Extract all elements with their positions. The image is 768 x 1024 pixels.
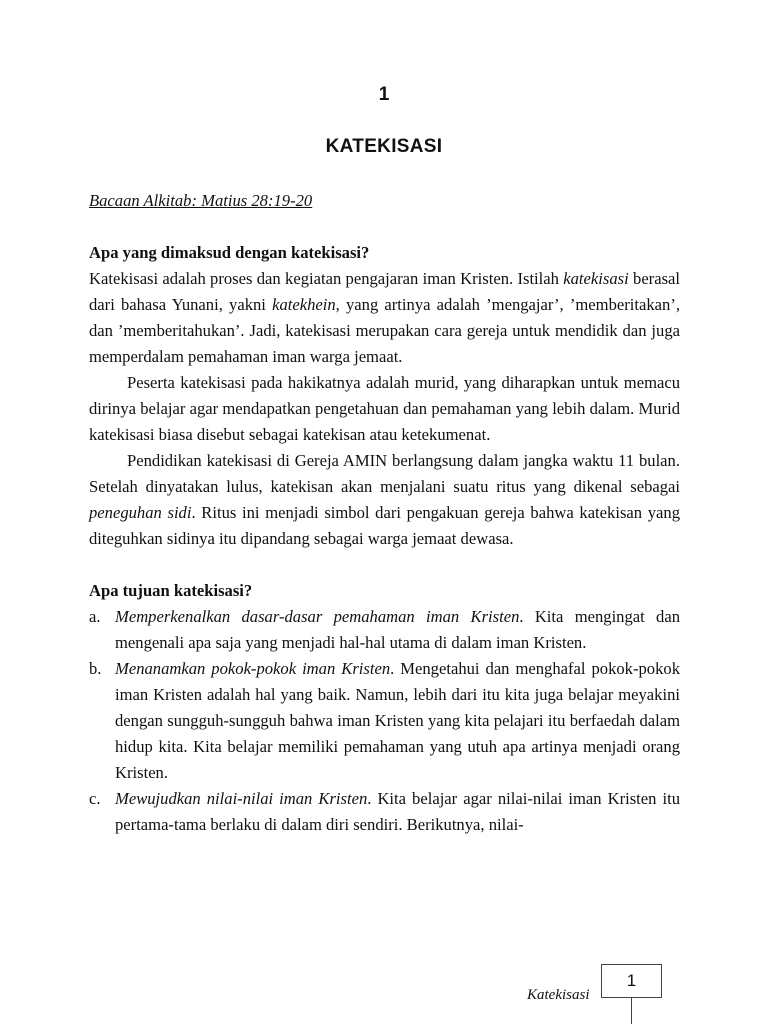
page-number-rule [631, 998, 632, 1024]
paragraph-education: Pendidikan katekisasi di Gereja AMIN berlangsung dalam jangka waktu 11 bulan. Setelah dinyatakan lulus, katekisan akan menjalani suatu ritus yang dikenal sebagai peneguhan sidi. Ritus ini menjadi simbol dari pengakuan gereja bahwa katekisan yang diteguhkan sidinya itu dipandang sebagai warga jemaat dewasa. [89, 451, 680, 548]
list-item: b. Menanamkan pokok-pokok iman Kristen. Mengetahui dan menghafal pokok-pokok iman Kristen adalah hal yang baik. Namun, lebih dari itu kita juga belajar meyakini dengan sungguh-sungguh bahwa iman Kristen yang kita pelajari itu berfaedah dalam hidup kita. Kita belajar memiliki pemahaman yang utuh apa artinya menjadi orang Kristen. [89, 659, 680, 782]
paragraph-definition: Katekisasi adalah proses dan kegiatan pengajaran iman Kristen. Istilah katekisasi berasal dari bahasa Yunani, yakni katekhein, yang artinya adalah ’mengajar’, ’memberitakan’, dan ’memberitahukan’. Jadi, katekisasi merupakan cara gereja untuk mendidik dan juga memperdalam pemahaman iman warga jemaat. [89, 269, 681, 366]
chapter-title: KATEKISASI [325, 136, 443, 157]
goals-list [89, 604, 680, 838]
paragraph-participants: Peserta katekisasi pada hakikatnya adalah murid, yang diharapkan untuk memacu dirinya belajar agar mendapatkan pengetahuan dan pemahaman yang lebih dalam. Murid katekisasi biasa disebut sebagai katekisan atau ketekumenat. [89, 373, 680, 444]
section-heading-goals: Apa tujuan katekisasi? [89, 581, 253, 600]
page-number-box: 1 [601, 964, 662, 998]
section-heading-definition: Apa yang dimaksud dengan katekisasi? [89, 243, 370, 262]
footer-title: Katekisasi [527, 987, 590, 1003]
chapter-number: 1 [378, 84, 390, 105]
bible-reading: Bacaan Alkitab: Matius 28:19-20 [89, 191, 313, 210]
document-body [89, 188, 680, 838]
list-item: a. Memperkenalkan dasar-dasar pemahaman iman Kristen. Kita mengingat dan mengenali apa saja yang menjadi hal-hal utama di dalam iman Kristen. [89, 607, 681, 652]
list-item: c. Mewujudkan nilai-nilai iman Kristen. Kita belajar agar nilai-nilai iman Kristen itu pertama-tama berlaku di dalam diri sendiri. Berikutnya, nilai- [89, 789, 680, 834]
